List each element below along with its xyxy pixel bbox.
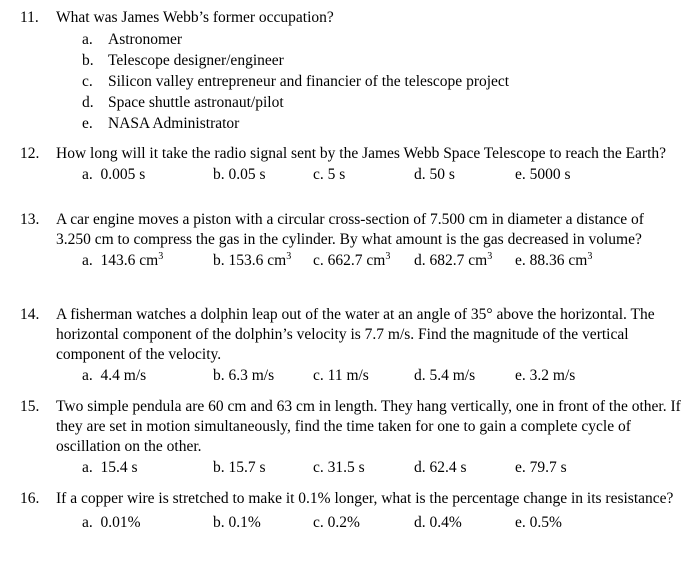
option-text: 5000 s xyxy=(529,166,571,183)
option-letter: c. xyxy=(313,514,324,531)
question-number: 12. xyxy=(20,145,40,162)
option-letter: d. xyxy=(414,166,426,183)
option-text: 0.005 s xyxy=(100,166,146,183)
option-text: NASA Administrator xyxy=(108,115,240,132)
option-text: 143.6 cm xyxy=(100,252,159,269)
option-a xyxy=(82,457,138,478)
option-text: 88.36 cm xyxy=(529,252,588,269)
superscript: 3 xyxy=(487,251,493,262)
question-text: What was James Webb’s former occupation? xyxy=(56,9,334,26)
question-16 xyxy=(20,489,682,533)
superscript: 3 xyxy=(385,251,391,262)
option-letter: a. xyxy=(82,459,93,476)
option-row xyxy=(20,512,682,533)
option-b xyxy=(213,250,291,271)
option-text: 62.4 s xyxy=(429,459,467,476)
option-row xyxy=(20,457,682,478)
option-letter: d. xyxy=(414,367,426,384)
option-a xyxy=(82,164,145,185)
option-e xyxy=(515,365,575,386)
option-d xyxy=(82,92,682,113)
option-d xyxy=(414,457,467,478)
option-e xyxy=(515,512,562,533)
option-c xyxy=(313,512,360,533)
option-letter: a. xyxy=(82,166,93,183)
option-letter: e. xyxy=(515,252,526,269)
option-a xyxy=(82,29,682,50)
option-text: 79.7 s xyxy=(529,459,567,476)
option-b xyxy=(82,50,682,71)
option-row xyxy=(20,250,682,271)
question-text: If a copper wire is stretched to make it 0.1% longer, what is the percentage change in its resistance? xyxy=(56,490,674,507)
option-letter: e. xyxy=(515,166,526,183)
question-text: A fisherman watches a dolphin leap out of the water at an angle of 35° above the horizontal. The horizontal component of the dolphin’s velocity is 7.7 m/s. Find the magnitude of the vertical component of the velocity. xyxy=(56,306,655,363)
option-text: 11 m/s xyxy=(327,367,369,384)
superscript: 3 xyxy=(286,251,292,262)
option-letter: b. xyxy=(213,166,225,183)
option-letter: b. xyxy=(213,459,225,476)
option-text: 0.4% xyxy=(429,514,462,531)
option-letter: d. xyxy=(414,514,426,531)
question-number: 15. xyxy=(20,398,40,415)
option-letter: c. xyxy=(313,166,324,183)
option-e xyxy=(82,113,682,134)
option-text: 6.3 m/s xyxy=(228,367,275,384)
option-letter: a. xyxy=(82,252,93,269)
option-text: 682.7 cm xyxy=(429,252,488,269)
option-b xyxy=(213,512,261,533)
option-row xyxy=(20,365,682,386)
option-text: 0.05 s xyxy=(228,166,266,183)
option-text: Astronomer xyxy=(108,31,183,48)
option-letter: e. xyxy=(515,459,526,476)
option-d xyxy=(414,365,475,386)
option-letter: a. xyxy=(82,31,93,48)
option-letter: b. xyxy=(82,52,94,69)
option-row xyxy=(20,164,682,185)
question-15 xyxy=(20,397,682,478)
question-11 xyxy=(20,8,682,134)
option-a xyxy=(82,250,163,271)
option-e xyxy=(515,250,592,271)
option-c xyxy=(313,164,345,185)
option-a xyxy=(82,365,146,386)
option-letter: a. xyxy=(82,367,93,384)
option-letter: c. xyxy=(313,367,324,384)
option-text: 50 s xyxy=(429,166,455,183)
option-letter: a. xyxy=(82,514,93,531)
option-letter: c. xyxy=(313,252,324,269)
option-letter: d. xyxy=(82,94,94,111)
option-text: 0.01% xyxy=(100,514,141,531)
option-text: 0.2% xyxy=(327,514,360,531)
option-text: 31.5 s xyxy=(327,459,365,476)
option-text: 662.7 cm xyxy=(327,252,386,269)
question-14 xyxy=(20,305,682,386)
option-d xyxy=(414,250,492,271)
question-text: A car engine moves a piston with a circular cross-section of 7.500 cm in diameter a distance of 3.250 cm to compress the gas in the cylinder. By what amount is the gas decreased in volume? xyxy=(56,211,644,248)
option-text: 0.5% xyxy=(529,514,562,531)
option-letter: b. xyxy=(213,252,225,269)
option-e xyxy=(515,164,571,185)
question-13 xyxy=(20,210,682,271)
option-letter: b. xyxy=(213,514,225,531)
option-e xyxy=(515,457,567,478)
option-b xyxy=(213,365,274,386)
option-text: Telescope designer/engineer xyxy=(108,52,284,69)
option-text: 4.4 m/s xyxy=(100,367,147,384)
question-number: 13. xyxy=(20,211,40,228)
option-letter: b. xyxy=(213,367,225,384)
question-text: Two simple pendula are 60 cm and 63 cm in length. They hang vertically, one in front of the other. If they are set in motion simultaneously, find the time taken for one to gain a complete cycle of oscillation on the other. xyxy=(56,398,681,455)
option-d xyxy=(414,164,455,185)
option-a xyxy=(82,512,141,533)
option-text: 153.6 cm xyxy=(228,252,287,269)
question-number: 14. xyxy=(20,306,40,323)
option-b xyxy=(213,457,266,478)
option-list xyxy=(82,29,682,134)
option-text: 15.7 s xyxy=(228,459,266,476)
option-c xyxy=(313,365,369,386)
question-12 xyxy=(20,144,682,185)
option-d xyxy=(414,512,462,533)
question-text: How long will it take the radio signal sent by the James Webb Space Telescope to reach the Earth? xyxy=(56,145,667,162)
option-c xyxy=(313,250,390,271)
option-letter: c. xyxy=(82,73,93,90)
option-text: 15.4 s xyxy=(100,459,138,476)
option-b xyxy=(213,164,266,185)
option-c xyxy=(313,457,365,478)
option-letter: d. xyxy=(414,252,426,269)
option-c xyxy=(82,71,682,92)
option-letter: e. xyxy=(515,367,526,384)
option-text: 0.1% xyxy=(228,514,261,531)
option-text: 5 s xyxy=(327,166,346,183)
option-letter: d. xyxy=(414,459,426,476)
option-text: 3.2 m/s xyxy=(529,367,576,384)
question-number: 11. xyxy=(20,9,39,26)
option-letter: e. xyxy=(82,115,93,132)
option-letter: e. xyxy=(515,514,526,531)
superscript: 3 xyxy=(587,251,593,262)
option-text: 5.4 m/s xyxy=(429,367,476,384)
option-letter: c. xyxy=(313,459,324,476)
option-text: Silicon valley entrepreneur and financier of the telescope project xyxy=(108,73,510,90)
option-text: Space shuttle astronaut/pilot xyxy=(108,94,284,111)
question-number: 16. xyxy=(20,490,40,507)
superscript: 3 xyxy=(158,251,164,262)
